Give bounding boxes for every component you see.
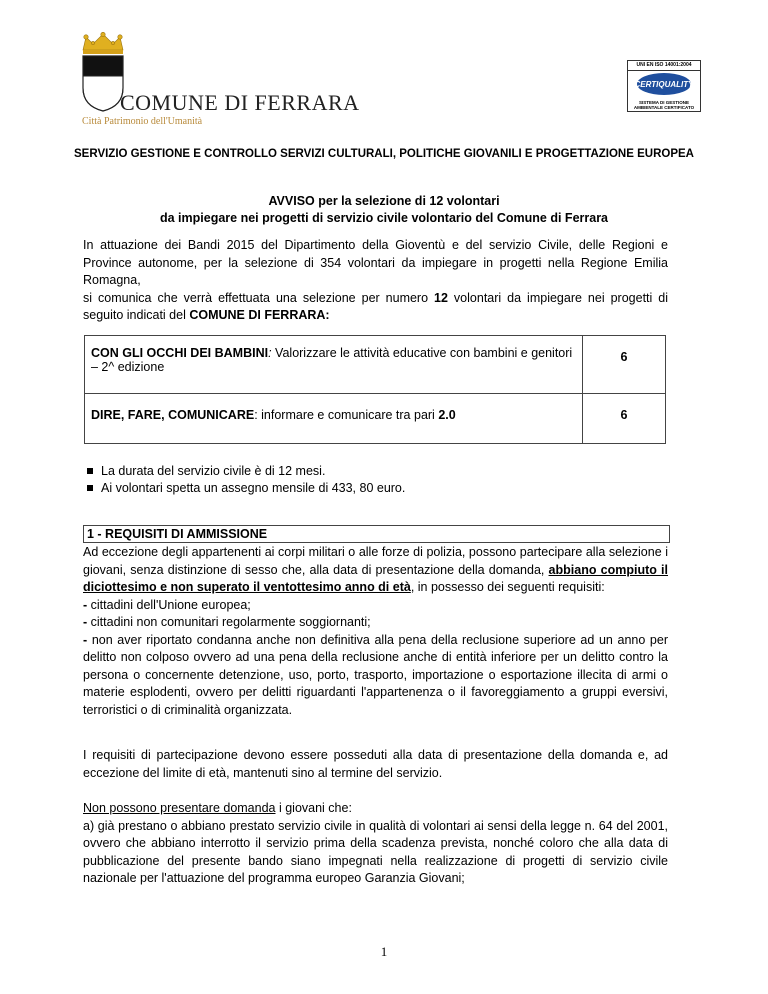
project-volunteers: 6 (583, 336, 666, 394)
requirements-validity (83, 747, 668, 782)
requirement-item: - cittadini non comunitari regolarmente soggiornanti; (83, 615, 371, 629)
logo-title: COMUNE DI FERRARA (120, 90, 360, 115)
exclusions-intro: Non possono presentare domanda i giovani che: (83, 801, 352, 815)
page-number: 1 (380, 944, 388, 959)
project-cell: DIRE, FARE, COMUNICARE: informare e comunicare tra pari 2.0 (85, 394, 583, 444)
intro-paragraph (83, 237, 668, 325)
requirement-item: - non aver riportato condanna anche non definitiva alla pena della reclusione superiore ad un anno per delitto non colposo ovvero ad una pena della reclusione anche di entità inferiore per un delitto contro la persona o concernente detenzione, uso, porto, trasporto, importazione o esportazione illecita di armi o materie esplodenti, ovvero per delitti riguardanti l'appartenenza o il favoreggiamento a gruppi eversivi, terroristici o di criminalità organizzata. (83, 632, 669, 717)
notice-title (0, 193, 768, 227)
intro-text-1: In attuazione dei Bandi 2015 del Dipartimento della Gioventù e del servizio Civile, delle Regioni e Province autonome, per la selezione di 354 volontari da impiegare in progetti nella Regione Emilia Romagna, (83, 238, 668, 287)
requirements-paragraph (83, 544, 668, 719)
certiquality-logo-icon (634, 72, 694, 96)
exclusions-paragraph (83, 800, 668, 888)
service-title: SERVIZIO GESTIONE E CONTROLLO SERVIZI CULTURALI, POLITICHE GIOVANILI E PROGETTAZIONE EUROPEA (74, 148, 694, 160)
project-volunteers: 6 (583, 394, 666, 444)
notice-title-line2: da impiegare nei progetti di servizio civile volontario del Comune di Ferrara (159, 211, 609, 225)
info-bullets (87, 463, 405, 497)
certification-badge (627, 60, 701, 112)
list-item: Ai volontari spetta un assegno mensile di 433, 80 euro. (87, 480, 405, 497)
requirements-intro: Ad eccezione degli appartenenti ai corpi militari o alle forze di polizia, possono partecipare alla selezione i giovani, senza distinzione di sesso che, alla data di presentazione della domanda, abbiano compiuto il diciottesimo e non superato il ventottesimo anno di età, in possesso dei seguenti requisiti: (83, 545, 668, 594)
table-row (85, 394, 666, 444)
table-row (85, 336, 666, 394)
list-item: La durata del servizio civile è di 12 mesi. (87, 463, 405, 480)
projects-table (84, 335, 666, 444)
exclusion-item: a) già prestano o abbiano prestato servizio civile in qualità di volontari ai sensi della legge n. 64 del 2001, ovvero che abbiano interrotto il servizio prima della scadenza prevista, nonché coloro che alla data di pubblicazione del presente bando siano impegnati nella realizzazione di progetti di servizio civile nazionale per l'attuazione del programma europeo Garanzia Giovani; (83, 818, 668, 885)
cert-standard: UNI EN ISO 14001:2004 (628, 61, 700, 71)
cert-line-1: SISTEMA DI GESTIONE (638, 100, 690, 105)
section-heading: 1 - REQUISITI DI AMMISSIONE (83, 525, 670, 543)
notice-title-line1: AVVISO per la selezione di 12 volontari (268, 194, 500, 208)
cert-line-2: AMBIENTALE CERTIFICATO (633, 105, 695, 110)
logo-subtitle: Città Patrimonio dell'Umanità (82, 116, 203, 127)
requirement-item: - cittadini dell'Unione europea; (83, 597, 251, 612)
project-cell: CON GLI OCCHI DEI BAMBINI: Valorizzare le attività educative con bambini e genitori – 2^ edizione (85, 336, 583, 394)
cert-brand: CERTIQUALITY (634, 80, 694, 89)
validity-text: I requisiti di partecipazione devono essere posseduti alla data di presentazione della domanda e, ad eccezione del limite di età, mantenuti sino al termine del servizio. (83, 748, 668, 780)
intro-text-2: si comunica che verrà effettuata una selezione per numero 12 volontari da impiegare nei progetti di seguito indicati del COMUNE DI FERRARA: (83, 290, 669, 322)
